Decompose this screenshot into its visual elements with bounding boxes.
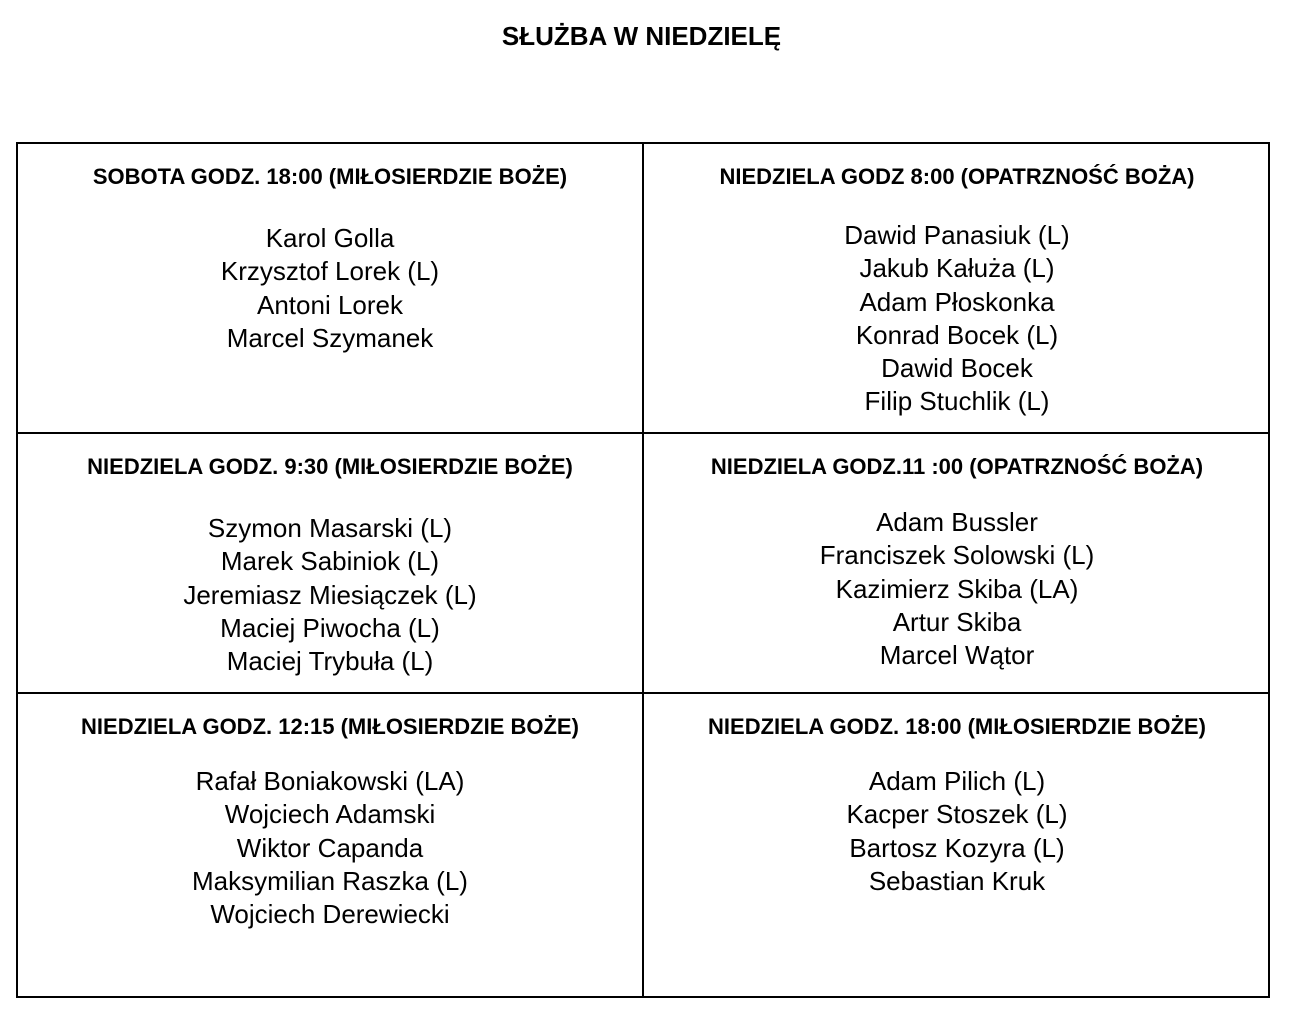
server-name: Rafał Boniakowski (LA) — [195, 766, 465, 796]
server-name: Bartosz Kozyra (L) — [849, 832, 1065, 863]
cell-heading: NIEDZIELA GODZ. 9:30 (MIŁOSIERDZIE BOŻE) — [87, 454, 573, 479]
schedule-cell-sunday-1215 — [18, 694, 644, 996]
server-name: Jeremiasz Miesiączek (L) — [183, 579, 477, 610]
server-name: Marcel Wątor — [879, 640, 1035, 671]
cell-heading: SOBOTA GODZ. 18:00 (MIŁOSIERDZIE BOŻE) — [92, 164, 568, 189]
schedule-cell-sunday-1100 — [644, 434, 1270, 694]
server-list — [18, 765, 642, 931]
server-name: Kazimierz Skiba (LA) — [835, 573, 1079, 604]
server-name: Marcel Szymanek — [226, 322, 434, 353]
schedule-table — [16, 142, 1270, 998]
cell-heading: NIEDZIELA GODZ. 18:00 (MIŁOSIERDZIE BOŻE) — [708, 714, 1206, 739]
server-name: Maksymilian Raszka (L) — [192, 865, 468, 896]
cell-heading: NIEDZIELA GODZ. 12:15 (MIŁOSIERDZIE BOŻE) — [81, 714, 579, 739]
server-name: Antoni Lorek — [257, 289, 403, 320]
cell-heading: NIEDZIELA GODZ 8:00 (OPATRZNOŚĆ BOŻA) — [719, 164, 1195, 189]
server-list — [18, 222, 642, 355]
server-list — [644, 219, 1270, 419]
server-name: Filip Stuchlik (L) — [864, 386, 1050, 417]
page-title: SŁUŻBA W NIEDZIELĘ — [501, 21, 782, 51]
server-name: Dawid Panasiuk (L) — [844, 220, 1070, 250]
server-name: Kacper Stoszek (L) — [846, 799, 1068, 830]
server-name: Wiktor Capanda — [236, 832, 424, 863]
server-list — [18, 512, 642, 678]
server-name: Jakub Kałuża (L) — [859, 253, 1055, 284]
server-name: Maciej Trybuła (L) — [226, 646, 434, 677]
server-name: Dawid Bocek — [881, 353, 1033, 384]
server-list — [644, 765, 1270, 898]
server-name: Maciej Piwocha (L) — [220, 612, 440, 643]
server-name: Krzysztof Lorek (L) — [220, 256, 440, 287]
schedule-cell-saturday-1800 — [18, 144, 644, 434]
server-name: Adam Bussler — [876, 507, 1038, 537]
server-list — [644, 506, 1270, 672]
server-name: Artur Skiba — [892, 606, 1022, 637]
schedule-cell-sunday-1800 — [644, 694, 1270, 996]
server-name: Wojciech Derewiecki — [210, 899, 450, 930]
schedule-cell-sunday-0800 — [644, 144, 1270, 434]
server-name: Marek Sabiniok (L) — [220, 546, 440, 577]
server-name: Karol Golla — [265, 223, 395, 253]
server-name: Sebastian Kruk — [868, 865, 1046, 896]
server-name: Adam Pilich (L) — [868, 766, 1046, 796]
server-name: Szymon Masarski (L) — [207, 513, 453, 543]
schedule-cell-sunday-0930 — [18, 434, 644, 694]
server-name: Konrad Bocek (L) — [855, 319, 1059, 350]
cell-heading: NIEDZIELA GODZ.11 :00 (OPATRZNOŚĆ BOŻA) — [710, 454, 1204, 479]
server-name: Wojciech Adamski — [224, 799, 436, 830]
server-name: Adam Płoskonka — [859, 286, 1055, 317]
server-name: Franciszek Solowski (L) — [819, 540, 1095, 571]
